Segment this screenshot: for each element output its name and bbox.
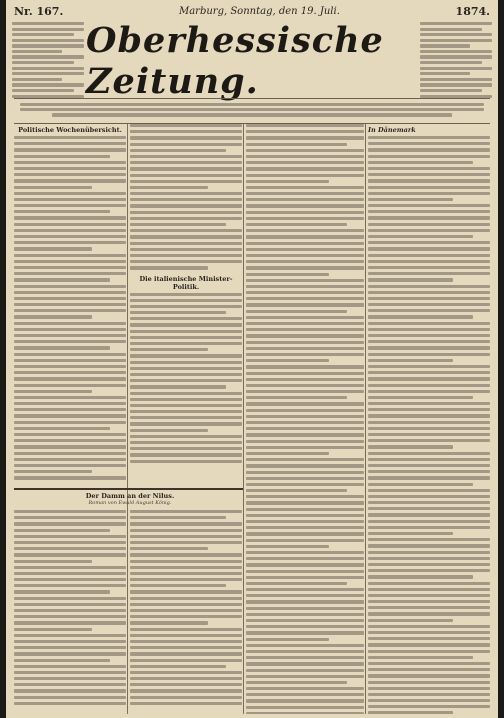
feuilleton-subheading: Roman von Ewald August König.: [88, 500, 172, 506]
newspaper-page: [6, 0, 498, 718]
issue-number: Nr. 167.: [14, 4, 64, 18]
column-3: [246, 124, 364, 714]
masthead-title: Oberhessische Zeitung.: [86, 20, 384, 102]
issue-year: 1874.: [455, 4, 490, 18]
feuilleton-col-1: [14, 510, 126, 714]
column-4: [368, 124, 490, 714]
col2-text-bottom: [130, 293, 242, 463]
issue-line: [14, 4, 490, 18]
column-rule: [243, 124, 244, 714]
col4-text: [368, 136, 490, 714]
col3-heading: In Dänemark: [368, 126, 416, 134]
dateline: Marburg, Sonntag, den 19. Juli.: [178, 5, 340, 17]
col1-text: [14, 136, 126, 480]
col1-heading: Politische Wochenübersicht.: [18, 126, 122, 134]
col2-heading: Die italienische Minister-Politik.: [139, 274, 233, 291]
column-1: [14, 124, 126, 486]
column-rule: [365, 124, 366, 714]
right-ear-notice: [420, 22, 492, 98]
col2-text-top: [130, 124, 242, 270]
publication-notice: [14, 98, 490, 124]
feuilleton-heading: Der Damm an der Nilus.: [85, 492, 175, 500]
left-ear-notice: [12, 22, 84, 98]
column-2: [130, 124, 242, 486]
feuilleton-rule: [14, 488, 243, 490]
feuilleton-col-2: [130, 510, 242, 714]
column-rule: [127, 124, 128, 714]
col3-text: [246, 124, 364, 714]
